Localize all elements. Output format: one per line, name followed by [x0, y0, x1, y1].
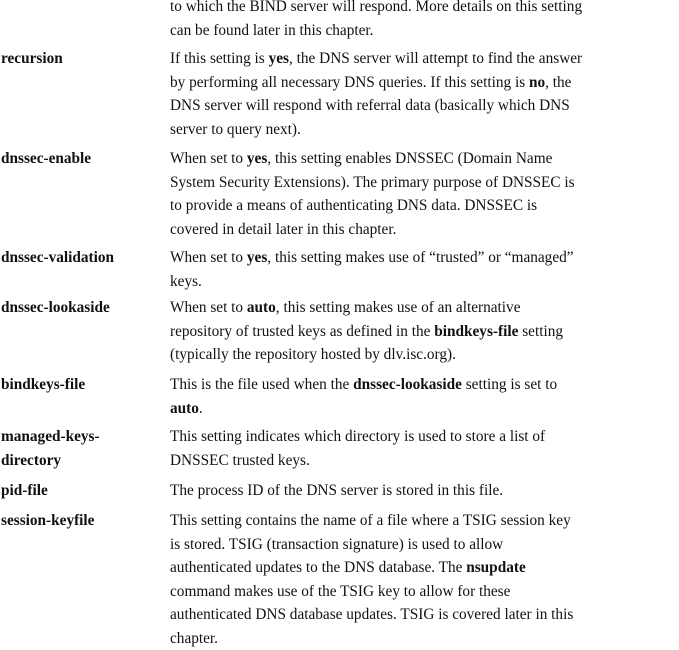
setting-description: [170, 147, 675, 241]
description-line: When set to auto, this setting makes use of an alternative: [170, 296, 675, 320]
setting-name: pid-file: [1, 479, 161, 503]
description-line: by performing all necessary DNS queries. If this setting is no, the: [170, 71, 675, 95]
description-line: authenticated DNS database updates. TSIG is covered later in this: [170, 603, 675, 627]
intro-line: to which the BIND server will respond. More details on this setting: [170, 0, 675, 19]
description-line: DNS server will respond with referral data (basically which DNS: [170, 94, 675, 118]
description-line: repository of trusted keys as defined in the bindkeys-file setting: [170, 320, 675, 344]
description-line: authenticated updates to the DNS database. The nsupdate: [170, 556, 675, 580]
description-line: The process ID of the DNS server is stored in this file.: [170, 479, 675, 503]
description-line: covered in detail later in this chapter.: [170, 218, 675, 242]
setting-description: [170, 296, 675, 367]
description-line: If this setting is yes, the DNS server will attempt to find the answer: [170, 47, 675, 71]
description-line: DNSSEC trusted keys.: [170, 449, 675, 473]
description-line: command makes use of the TSIG key to allow for these: [170, 580, 675, 604]
setting-description: [170, 373, 675, 420]
setting-description: [170, 509, 675, 650]
setting-name: dnssec-lookaside: [1, 296, 161, 320]
description-line: is stored. TSIG (transaction signature) is used to allow: [170, 533, 675, 557]
setting-description: [170, 47, 675, 141]
description-line: auto.: [170, 397, 675, 421]
setting-description: [170, 479, 675, 503]
description-line: When set to yes, this setting enables DNSSEC (Domain Name: [170, 147, 675, 171]
description-line: This setting indicates which directory is used to store a list of: [170, 425, 675, 449]
description-line: This setting contains the name of a file where a TSIG session key: [170, 509, 675, 533]
description-line: When set to yes, this setting makes use of “trusted” or “managed”: [170, 246, 675, 270]
setting-name: dnssec-validation: [1, 246, 161, 270]
description-line: This is the file used when the dnssec-lookaside setting is set to: [170, 373, 675, 397]
intro-line: can be found later in this chapter.: [170, 19, 675, 43]
description-line: chapter.: [170, 627, 675, 650]
setting-description: [170, 425, 675, 472]
setting-name: bindkeys-file: [1, 373, 161, 397]
description-line: keys.: [170, 270, 675, 294]
intro-text: [170, 0, 675, 42]
setting-name: managed-keys- directory: [1, 425, 161, 472]
description-line: System Security Extensions). The primary purpose of DNSSEC is: [170, 171, 675, 195]
description-line: (typically the repository hosted by dlv.isc.org).: [170, 343, 675, 367]
description-line: server to query next).: [170, 118, 675, 142]
description-line: to provide a means of authenticating DNS data. DNSSEC is: [170, 194, 675, 218]
setting-name: session-keyfile: [1, 509, 161, 533]
setting-name: dnssec-enable: [1, 147, 161, 171]
setting-description: [170, 246, 675, 293]
setting-name: recursion: [1, 47, 161, 71]
